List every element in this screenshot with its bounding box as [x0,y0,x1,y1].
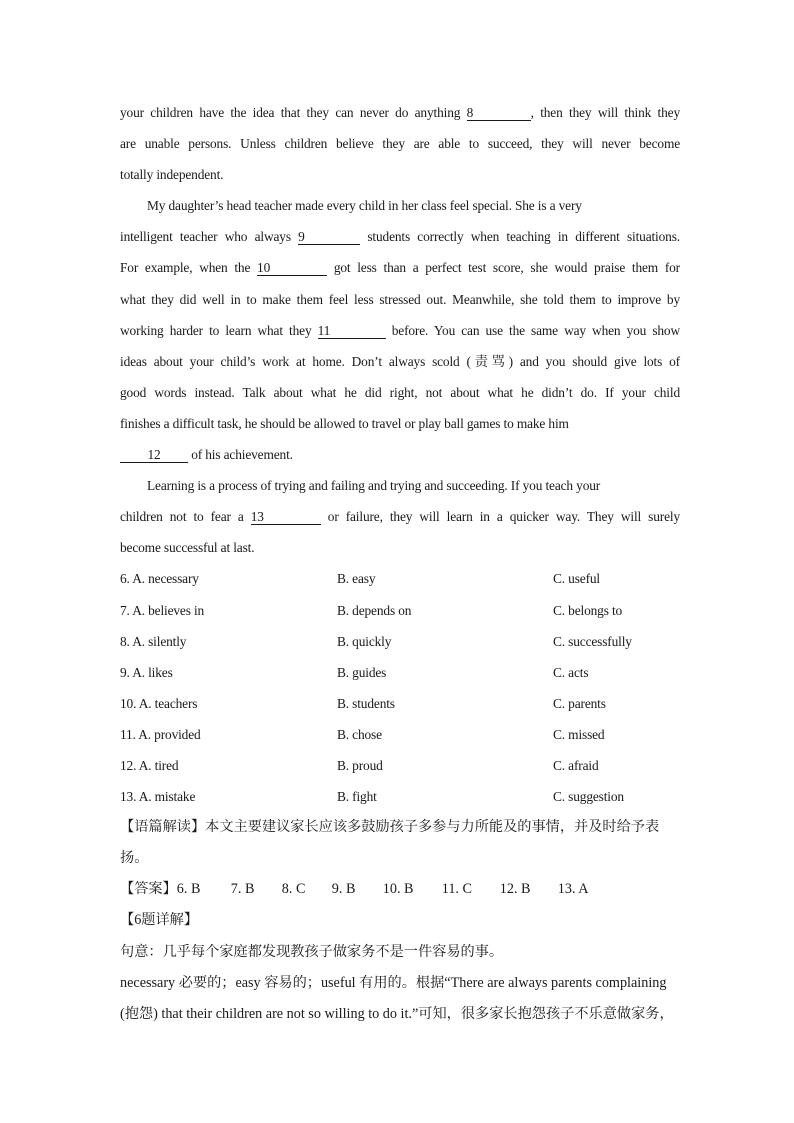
option-row [120,595,680,626]
answer-item: 8. C [281,881,306,898]
answer-item: 9. B [331,881,356,898]
option-c: C. afraid [553,757,599,773]
option-a: 11. A. provided [120,726,201,742]
option-row [120,657,680,688]
answer-item: 11. C [441,881,472,898]
blank-12: 12 [120,447,188,463]
option-c: C. acts [553,664,589,680]
detail-meaning: 句意：几乎每个家庭都发现教孩子做家务不是一件容易的事。 [120,943,504,960]
detail-line: necessary 必要的；easy 容易的；useful 有用的。根据“There are always parents complaining [120,974,667,991]
option-row [120,719,680,750]
passage-line: become successful at last. [120,540,255,556]
option-c: C. missed [553,726,605,742]
passage-line: Learning is a process of trying and failing and trying and succeeding. If you teach your [147,478,601,494]
option-b: B. students [337,695,395,711]
option-c: C. successfully [553,633,632,649]
answer-item: 13. A [557,881,589,898]
passage-line: ideas about your child’s work at home. Don’t always scold (责骂) and you should give lots of [120,353,680,369]
detail-line: (抱怨) that their children are not so willing to do it.”可知，很多家长抱怨孩子不乐意做家务， [120,1005,674,1022]
passage-line: what they did well in to make them feel less stressed out. Meanwhile, she told them to improve by [120,291,680,307]
blank-9: 9 [298,229,360,245]
option-a: 13. A. mistake [120,789,196,805]
blank-13: 13 [251,509,321,525]
passage-line: intelligent teacher who always 9 students correctly when teaching in different situations. [120,229,680,245]
option-c: C. parents [553,695,606,711]
option-a: 10. A. teachers [120,695,198,711]
passage-line: children not to fear a 13 or failure, they will learn in a quicker way. They will surely [120,509,680,525]
answer-row [120,874,680,905]
option-row [120,563,680,594]
answer-item: 6. B [176,881,201,898]
option-a: 7. A. believes in [120,602,205,618]
option-c: C. useful [553,571,601,587]
passage-line: totally independent. [120,167,224,183]
answer-label: 【答案】 [120,881,177,898]
passage-line: are unable persons. Unless children believe they are able to succeed, they will never become [120,136,680,152]
passage-line: working harder to learn what they 11 before. You can use the same way when you show [120,322,680,338]
option-row [120,750,680,781]
passage-line: 12 of his achievement. [120,439,680,470]
passage-line: My daughter’s head teacher made every child in her class feel special. She is a very [147,198,582,214]
blank-11: 11 [318,323,386,339]
option-b: B. fight [337,789,377,805]
option-a: 12. A. tired [120,757,179,773]
option-c: C. belongs to [553,602,623,618]
option-b: B. depends on [337,602,412,618]
analysis-line: 【语篇解读】本文主要建议家长应该多鼓励孩子多参与力所能及的事情，并及时给予表 [120,819,660,836]
option-b: B. guides [337,664,387,680]
option-c: C. suggestion [553,789,624,805]
passage-line: finishes a difficult task, he should be allowed to travel or play ball games to make him [120,415,569,431]
passage-line: your children have the idea that they can never do anything 8 , then they will think they [120,105,680,120]
analysis-line: 扬。 [120,850,149,867]
detail-heading: 【6题详解】 [120,912,199,929]
answer-item: 7. B [230,881,255,898]
option-b: B. quickly [337,633,392,649]
option-a: 8. A. silently [120,633,187,649]
answer-item: 12. B [499,881,531,898]
passage-line: good words instead. Talk about what he did right, not about what he didn’t do. If your child [120,384,680,400]
option-row [120,688,680,719]
answer-item: 10. B [382,881,414,898]
document-content [120,97,680,1030]
option-b: B. proud [337,757,383,773]
option-a: 6. A. necessary [120,571,199,587]
option-row [120,781,680,812]
passage-line: For example, when the 10 got less than a perfect test score, she would praise them for [120,260,680,276]
blank-10: 10 [257,260,327,276]
option-row [120,626,680,657]
option-b: B. chose [337,726,382,742]
blank-8: 8 [467,105,531,121]
option-a: 9. A. likes [120,664,173,680]
option-b: B. easy [337,571,376,587]
